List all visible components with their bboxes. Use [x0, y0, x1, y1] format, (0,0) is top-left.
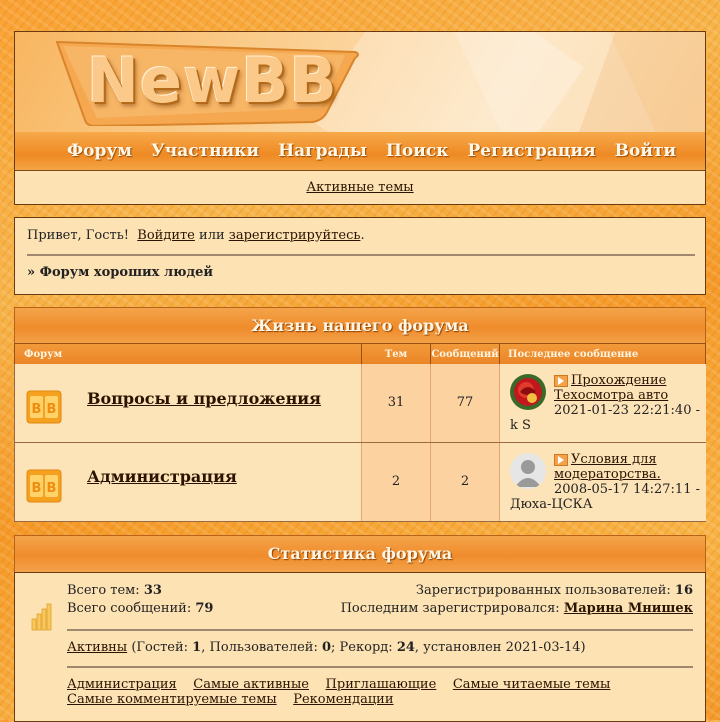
registered-users: Зарегистрированных пользователей: 16: [415, 583, 693, 598]
active-users-link[interactable]: Активны: [67, 640, 128, 655]
last-post-user: k S: [510, 418, 531, 433]
login-link[interactable]: Войдите: [137, 228, 195, 243]
last-post-cell: [499, 443, 706, 521]
footer-link-inviters[interactable]: Приглашающие: [325, 677, 437, 692]
footer-link-most-read[interactable]: Самые читаемые темы: [452, 677, 611, 692]
table-row: [14, 364, 706, 443]
newest-member-link[interactable]: Марина Мнишек: [563, 601, 693, 616]
last-post-user: Дюха-ЦСКА: [510, 497, 593, 512]
table-row: [14, 443, 706, 522]
svg-text:B: B: [31, 402, 42, 417]
last-post-cell: [499, 364, 706, 442]
goto-arrow-icon[interactable]: [554, 454, 568, 466]
greeting-box: [14, 217, 706, 295]
posts-count: 2: [430, 443, 499, 521]
newest-member: Последним зарегистрировался: Марина Мнишек: [340, 601, 693, 616]
divider: [27, 254, 695, 256]
forum-title-link[interactable]: Вопросы и предложения: [87, 389, 321, 408]
category-header: Жизнь нашего форума: [14, 307, 706, 345]
topics-count: 2: [361, 443, 430, 521]
table-header: [14, 343, 706, 366]
period-text: .: [360, 228, 365, 243]
col-last-post: Последнее сообщение: [499, 344, 714, 365]
stats-box: [14, 572, 706, 722]
site-header: [14, 31, 706, 205]
posts-count: 77: [430, 364, 499, 442]
svg-text:B: B: [31, 481, 42, 496]
forum-cell: [15, 443, 361, 521]
col-forum: Форум: [24, 349, 63, 360]
sub-nav: [15, 170, 705, 205]
last-post-info: [510, 452, 704, 512]
logo[interactable]: NewBB: [87, 44, 338, 117]
forum-title-link[interactable]: Администрация: [87, 467, 237, 486]
last-topic-link[interactable]: Прохождение Техосмотра авто: [554, 373, 669, 403]
total-posts-value: 79: [195, 601, 214, 616]
divider: [67, 666, 693, 668]
last-post-date: 2021-01-23 22:21:40 -: [554, 403, 700, 418]
active-topics-link[interactable]: Активные темы: [306, 180, 414, 195]
breadcrumb: [27, 265, 213, 280]
greeting-text: Привет, Гость!: [27, 228, 130, 243]
forum-cell: [15, 364, 361, 442]
stats-header: Статистика форума: [14, 535, 706, 573]
col-topics: Тем: [361, 344, 430, 365]
footer-link-admins[interactable]: Администрация: [67, 677, 177, 692]
breadcrumb-forum[interactable]: Форум хороших людей: [39, 265, 214, 280]
breadcrumb-arrow: »: [27, 265, 36, 280]
nav-forum[interactable]: Форум: [67, 141, 133, 161]
total-posts: Всего сообщений: 79: [67, 601, 214, 616]
registered-users-value: 16: [674, 583, 693, 598]
online-line: Активны (Гостей: 1, Пользователей: 0; Рекорд: 24, установлен 2021-03-14): [67, 640, 586, 655]
nav-login[interactable]: Войти: [614, 141, 677, 161]
footer-link-most-commented[interactable]: Самые комментируемые темы: [67, 692, 277, 707]
register-link[interactable]: зарегистрируйтесь: [228, 228, 361, 243]
nav-awards[interactable]: Награды: [278, 141, 367, 161]
footer-links: [67, 677, 687, 707]
total-topics-value: 33: [143, 583, 162, 598]
forum-table: [14, 343, 706, 523]
nav-search[interactable]: Поиск: [385, 141, 449, 161]
main-nav: [15, 132, 705, 170]
nav-members[interactable]: Участники: [151, 141, 260, 161]
last-post-info: [510, 373, 704, 433]
forum-bb-icon: [26, 469, 62, 503]
greeting-line: [27, 228, 365, 243]
banner: [15, 32, 705, 132]
or-text: или: [199, 228, 225, 243]
forum-bb-icon: [26, 390, 62, 424]
col-posts: Сообщений: [430, 344, 499, 365]
stats-bars-icon: [31, 603, 53, 631]
last-post-date: 2008-05-17 14:27:11 -: [554, 482, 700, 497]
nav-register[interactable]: Регистрация: [467, 141, 596, 161]
last-topic-link[interactable]: Условия для модераторства.: [554, 452, 661, 482]
topics-count: 31: [361, 364, 430, 442]
svg-text:B: B: [46, 481, 57, 496]
divider: [67, 629, 693, 631]
svg-text:B: B: [46, 402, 57, 417]
goto-arrow-icon[interactable]: [554, 375, 568, 387]
total-topics: Всего тем: 33: [67, 583, 162, 598]
footer-link-recommendations[interactable]: Рекомендации: [293, 692, 394, 707]
footer-link-most-active[interactable]: Самые активные: [193, 677, 310, 692]
